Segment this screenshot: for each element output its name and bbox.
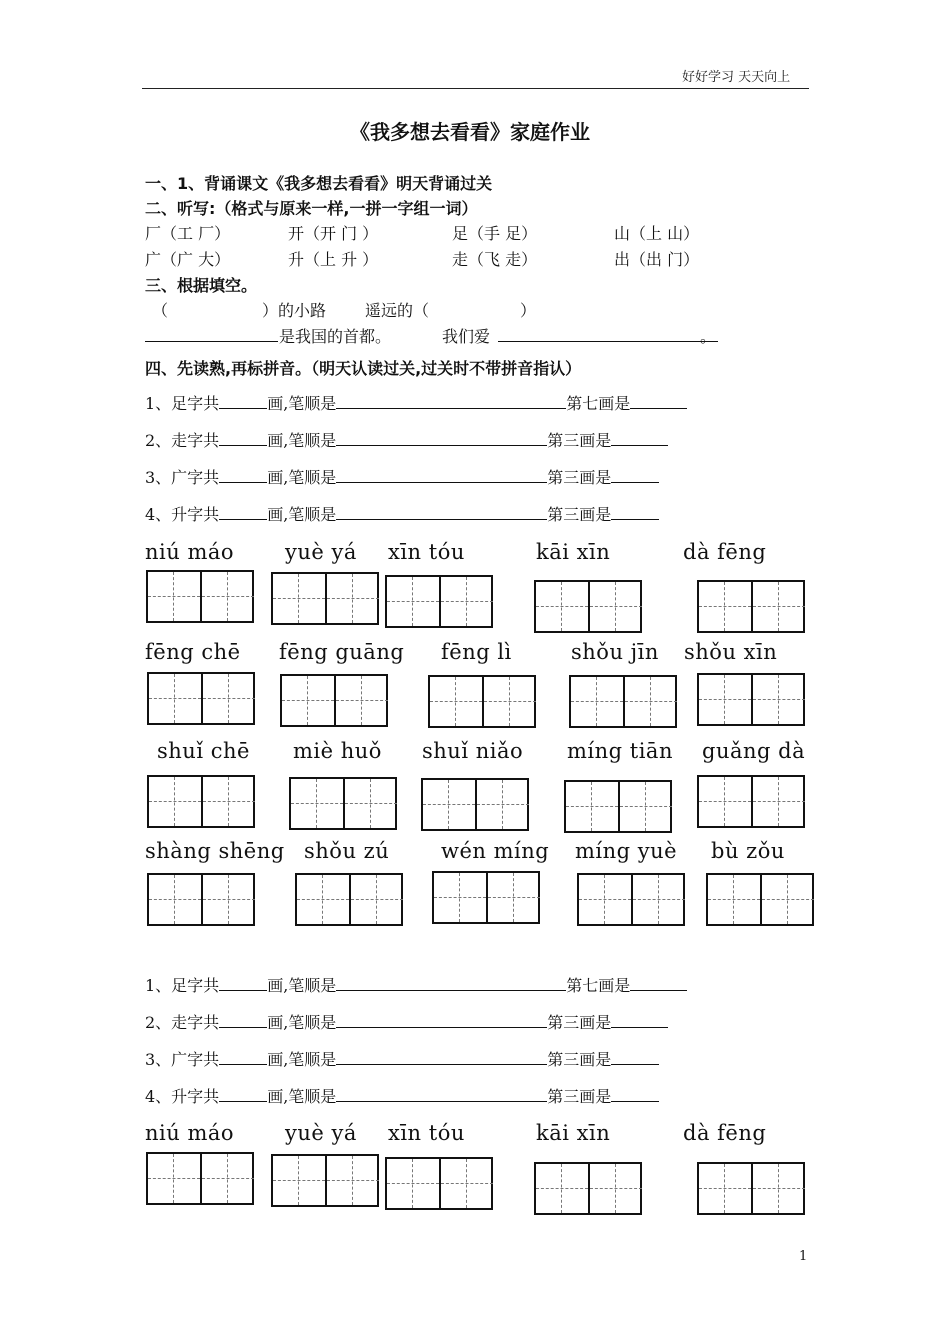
stroke-nth-blank[interactable]: [630, 391, 687, 409]
writing-grid[interactable]: [432, 871, 540, 924]
stroke-count-blank[interactable]: [219, 465, 267, 483]
fill-paren-close: ）: [520, 301, 537, 320]
fill-text: 。: [700, 327, 717, 346]
writing-grid[interactable]: [564, 780, 672, 833]
writing-grid[interactable]: [697, 580, 805, 633]
stroke-question: 4、升字共 画,笔顺是 第三画是: [145, 1084, 659, 1107]
dictation-item: 厂（工 厂）: [145, 224, 231, 243]
stroke-question: 3、广字共 画,笔顺是 第三画是: [145, 465, 659, 488]
header-slogan: 好好学习 天天向上: [682, 70, 791, 85]
writing-grid[interactable]: [271, 572, 379, 625]
pinyin-word: fēng chē: [145, 640, 241, 664]
pinyin-word: kāi xīn: [536, 540, 611, 564]
writing-grid[interactable]: [421, 778, 529, 831]
stroke-order-blank[interactable]: [336, 973, 566, 991]
stroke-nth-blank[interactable]: [611, 1010, 668, 1028]
stroke-nth-blank[interactable]: [611, 502, 659, 520]
pinyin-word: míng tiān: [567, 739, 673, 763]
writing-grid[interactable]: [147, 873, 255, 926]
pinyin-word: xīn tóu: [388, 540, 465, 564]
stroke-nth-blank[interactable]: [611, 428, 668, 446]
pinyin-word: yuè yá: [285, 540, 357, 564]
fill-blank[interactable]: [145, 324, 278, 342]
fill-text: ）的小路: [262, 301, 327, 320]
page-number: 1: [799, 1249, 808, 1264]
stroke-order-blank[interactable]: [336, 1084, 547, 1102]
writing-grid[interactable]: [534, 580, 642, 633]
writing-grid[interactable]: [146, 570, 254, 623]
dictation-item: 足（手 足）: [452, 224, 538, 243]
dictation-item: 出（出 门）: [614, 250, 700, 269]
fill-text: 是我国的首都。: [279, 327, 392, 346]
pinyin-word: shǒu jīn: [571, 640, 659, 664]
stroke-order-blank[interactable]: [336, 502, 547, 520]
stroke-order-blank[interactable]: [336, 1047, 547, 1065]
stroke-count-blank[interactable]: [219, 428, 267, 446]
writing-grid[interactable]: [697, 775, 805, 828]
writing-grid[interactable]: [706, 873, 814, 926]
writing-grid[interactable]: [569, 675, 677, 728]
pinyin-word: niú máo: [145, 1121, 235, 1145]
stroke-count-blank[interactable]: [219, 1084, 267, 1102]
stroke-order-blank[interactable]: [336, 465, 547, 483]
fill-text: 遥远的（: [365, 301, 430, 320]
writing-grid[interactable]: [697, 673, 805, 726]
pinyin-word: bù zǒu: [711, 839, 785, 863]
stroke-question: 1、足字共 画,笔顺是 第七画是: [145, 973, 687, 996]
fill-text: 我们爱: [442, 327, 491, 346]
dictation-item: 开（开 门 ）: [288, 224, 379, 243]
pinyin-word: guǎng dà: [702, 739, 806, 763]
stroke-nth-blank[interactable]: [611, 1084, 659, 1102]
pinyin-word: shuǐ chē: [157, 739, 250, 763]
pinyin-word: shàng shēng: [145, 839, 285, 863]
stroke-question: 4、升字共 画,笔顺是 第三画是: [145, 502, 659, 525]
pinyin-word: shǒu xīn: [684, 640, 778, 664]
dictation-item: 广（广 大）: [145, 250, 231, 269]
writing-grid[interactable]: [146, 1152, 254, 1205]
pinyin-word: shǒu zú: [304, 839, 390, 863]
dictation-item: 升（上 升 ）: [288, 250, 379, 269]
stroke-nth-blank[interactable]: [611, 465, 659, 483]
pinyin-word: dà fēng: [683, 540, 767, 564]
stroke-order-blank[interactable]: [336, 391, 566, 409]
section-3-heading: 三、根据填空。: [145, 276, 258, 295]
stroke-question: 3、广字共 画,笔顺是 第三画是: [145, 1047, 659, 1070]
dictation-item: 走（飞 走）: [452, 250, 538, 269]
section-4-heading: 四、先读熟,再标拼音。（明天认读过关,过关时不带拼音指认）: [145, 359, 582, 378]
header-divider: [142, 88, 809, 89]
writing-grid[interactable]: [295, 873, 403, 926]
pinyin-word: wén míng: [441, 839, 550, 863]
fill-blank[interactable]: [498, 324, 718, 342]
pinyin-word: fēng lì: [441, 640, 512, 664]
writing-grid[interactable]: [697, 1162, 805, 1215]
pinyin-word: yuè yá: [285, 1121, 357, 1145]
pinyin-word: kāi xīn: [536, 1121, 611, 1145]
stroke-count-blank[interactable]: [219, 391, 267, 409]
pinyin-word: shuǐ niǎo: [422, 739, 524, 763]
writing-grid[interactable]: [280, 674, 388, 727]
section-1-heading: 一、1、背诵课文《我多想去看看》明天背诵过关: [145, 174, 493, 193]
stroke-count-blank[interactable]: [219, 502, 267, 520]
pinyin-word: fēng guāng: [279, 640, 405, 664]
stroke-question: 2、走字共 画,笔顺是 第三画是: [145, 1010, 668, 1033]
writing-grid[interactable]: [289, 777, 397, 830]
stroke-nth-blank[interactable]: [630, 973, 687, 991]
writing-grid[interactable]: [147, 672, 255, 725]
pinyin-word: niú máo: [145, 540, 235, 564]
stroke-order-blank[interactable]: [336, 428, 547, 446]
stroke-question: 1、足字共 画,笔顺是 第七画是: [145, 391, 687, 414]
writing-grid[interactable]: [534, 1162, 642, 1215]
stroke-count-blank[interactable]: [219, 973, 267, 991]
section-2-heading: 二、听写:（格式与原来一样,一拼一字组一词）: [145, 199, 478, 218]
fill-paren-open: （: [152, 301, 169, 320]
writing-grid[interactable]: [147, 775, 255, 828]
stroke-order-blank[interactable]: [336, 1010, 547, 1028]
stroke-count-blank[interactable]: [219, 1010, 267, 1028]
pinyin-word: míng yuè: [575, 839, 678, 863]
pinyin-word: xīn tóu: [388, 1121, 465, 1145]
dictation-item: 山（上 山）: [614, 224, 700, 243]
pinyin-word: miè huǒ: [293, 739, 382, 763]
writing-grid[interactable]: [385, 1157, 493, 1210]
writing-grid[interactable]: [577, 873, 685, 926]
page-title: 《我多想去看看》家庭作业: [350, 120, 590, 144]
writing-grid[interactable]: [428, 675, 536, 728]
pinyin-word: dà fēng: [683, 1121, 767, 1145]
stroke-question: 2、走字共 画,笔顺是 第三画是: [145, 428, 668, 451]
stroke-nth-blank[interactable]: [611, 1047, 659, 1065]
writing-grid[interactable]: [385, 575, 493, 628]
writing-grid[interactable]: [271, 1154, 379, 1207]
stroke-count-blank[interactable]: [219, 1047, 267, 1065]
